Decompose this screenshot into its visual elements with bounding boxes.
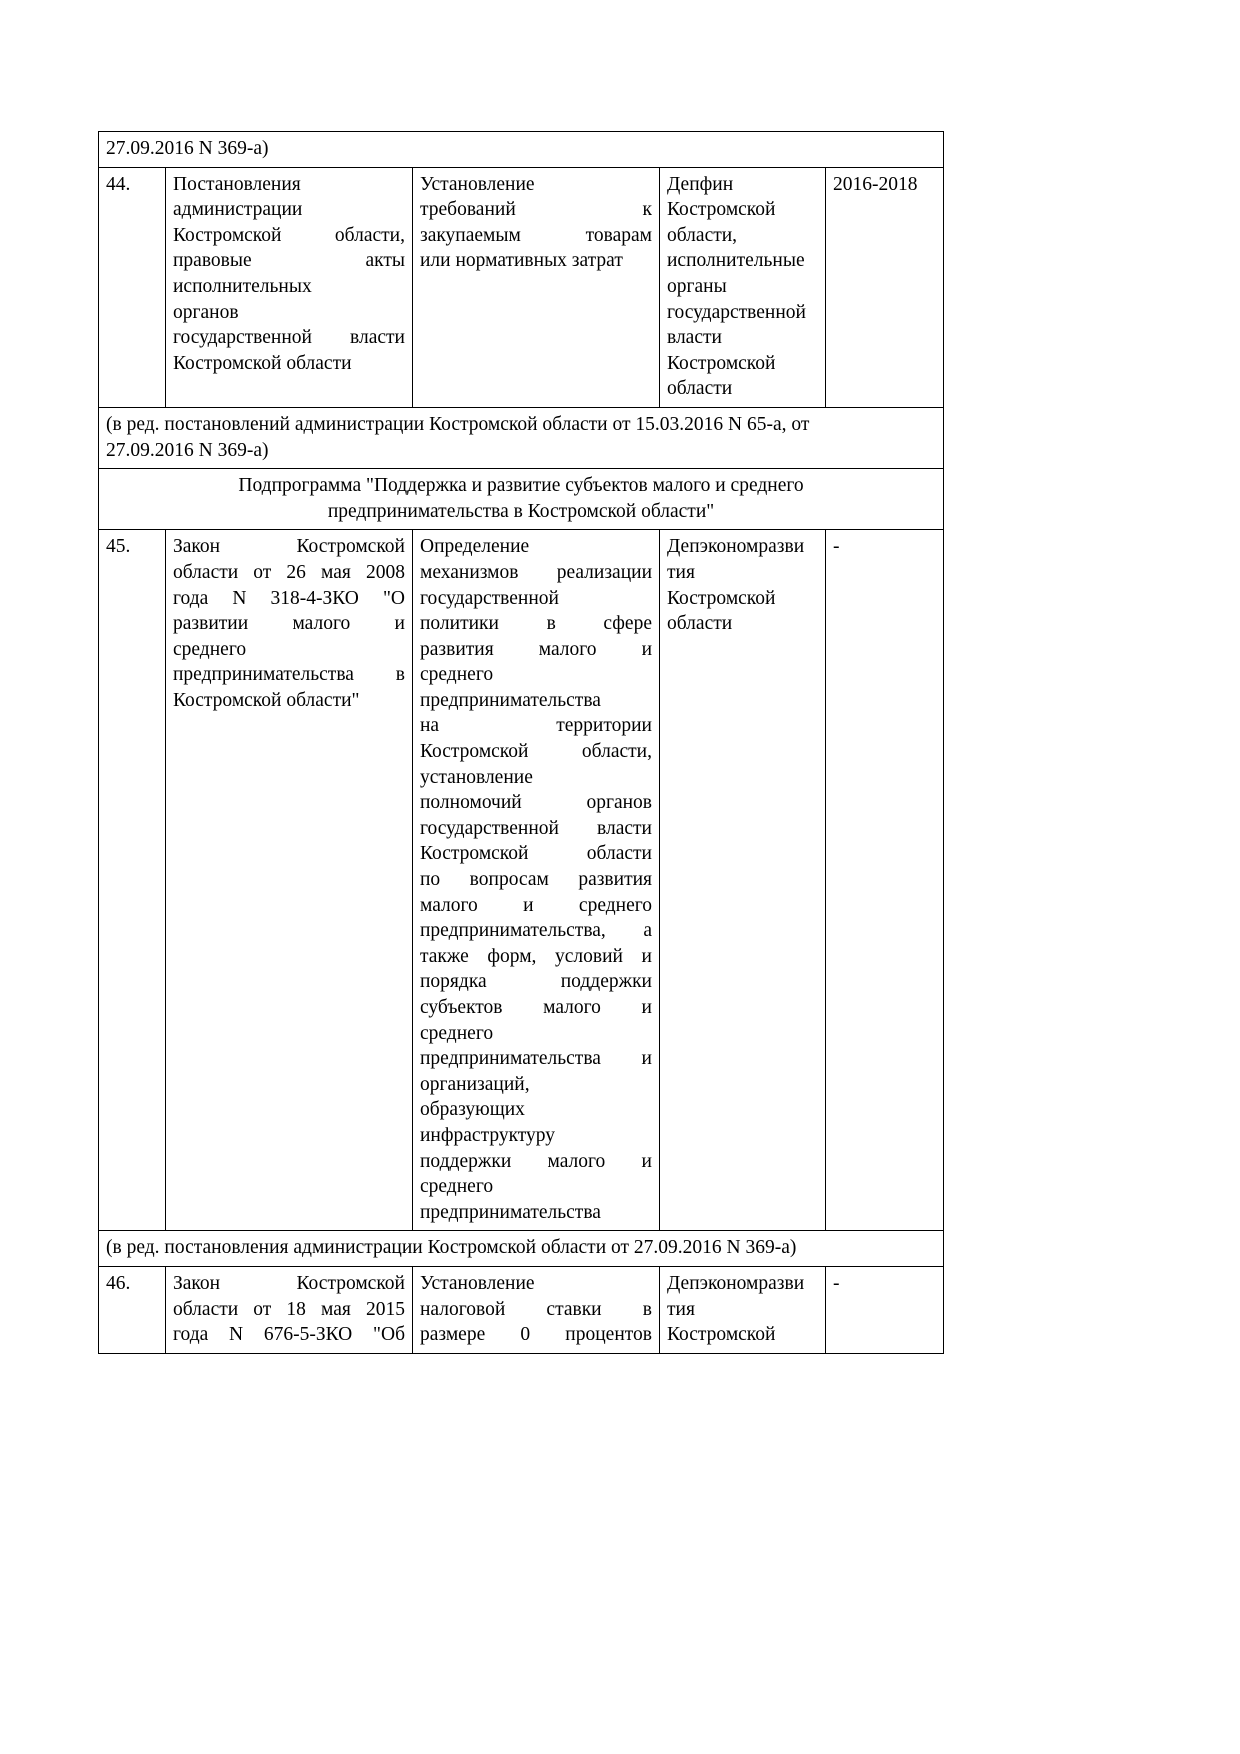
org-line: Костромской xyxy=(667,587,776,609)
desc-line: политики в сфере xyxy=(420,613,652,635)
subprogram-heading xyxy=(99,469,944,530)
doc-line: органов xyxy=(173,301,239,323)
desc-line: механизмов реализации xyxy=(420,561,652,583)
desc-line: организаций, xyxy=(420,1073,530,1095)
desc-line: Костромской области xyxy=(420,843,652,865)
table-row-continuation xyxy=(99,132,944,168)
row-document xyxy=(166,530,413,1231)
doc-line: Постановления xyxy=(173,173,301,195)
row-description xyxy=(413,167,660,407)
doc-line: области от 26 мая 2008 xyxy=(173,561,405,583)
desc-line: малого и среднего xyxy=(420,894,652,916)
row-year: 2016-2018 xyxy=(826,167,944,407)
desc-line: инфраструктуру xyxy=(420,1124,556,1146)
row-organization xyxy=(660,167,826,407)
doc-line: Закон Костромской xyxy=(173,1272,405,1294)
org-line: органы xyxy=(667,275,727,297)
row-year: - xyxy=(826,1266,944,1353)
doc-line: Костромской области xyxy=(173,352,352,374)
amendment-note-line: (в ред. постановлений администрации Костромской области от 15.03.2016 N 65-а, от xyxy=(106,413,810,435)
subprogram-heading-line: предпринимательства в Костромской области" xyxy=(327,500,715,522)
org-line: власти xyxy=(667,327,722,349)
desc-line: требований к xyxy=(420,199,652,221)
amendment-note xyxy=(99,1231,944,1267)
desc-line: полномочий органов xyxy=(420,792,652,814)
desc-line: Установление xyxy=(420,1272,535,1294)
org-line: исполнительные xyxy=(667,250,805,272)
amendment-note-line: 27.09.2016 N 369-а) xyxy=(106,439,269,461)
doc-line: администрации xyxy=(173,199,303,221)
amendment-note-line: (в ред. постановления администрации Костромской области от 27.09.2016 N 369-а) xyxy=(106,1237,797,1259)
org-line: государственной xyxy=(667,301,806,323)
desc-line: или нормативных затрат xyxy=(420,250,623,272)
desc-line: среднего xyxy=(420,1022,494,1044)
desc-line: субъектов малого и xyxy=(420,997,652,1018)
row-document xyxy=(166,1266,413,1353)
table-row xyxy=(99,167,944,407)
row-organization xyxy=(660,530,826,1231)
doc-line: Закон Костромской xyxy=(173,536,405,558)
desc-line: Костромской области, xyxy=(420,741,652,763)
continuation-note-line: 27.09.2016 N 369-а) xyxy=(106,138,269,159)
desc-line: также форм, условий и xyxy=(420,945,652,967)
subprogram-heading-line: Подпрограмма "Поддержка и развитие субъектов малого и среднего xyxy=(238,475,804,497)
org-line: Депэкономразви xyxy=(667,536,805,558)
doc-line: правовые акты xyxy=(173,250,405,272)
doc-line: Костромской области, xyxy=(173,224,405,246)
row-description xyxy=(413,530,660,1231)
desc-line: развития малого и xyxy=(420,638,652,660)
desc-line: среднего xyxy=(420,1176,494,1198)
doc-line: предпринимательства в xyxy=(173,664,405,686)
desc-line: государственной xyxy=(420,587,559,609)
doc-line: государственной власти xyxy=(173,327,405,349)
row-description xyxy=(413,1266,660,1353)
desc-line: установление xyxy=(420,766,533,788)
doc-line: среднего xyxy=(173,638,247,660)
desc-line: среднего xyxy=(420,664,494,686)
doc-line: области от 18 мая 2015 xyxy=(173,1298,405,1320)
desc-line: государственной власти xyxy=(420,817,652,839)
desc-line: предпринимательства xyxy=(420,1201,601,1223)
desc-line: по вопросам развития xyxy=(420,869,652,891)
desc-line: размере 0 процентов xyxy=(420,1324,652,1346)
doc-line: исполнительных xyxy=(173,275,312,297)
org-line: Костромской xyxy=(667,1324,776,1346)
org-line: Депэкономразви xyxy=(667,1272,805,1294)
legal-acts-table xyxy=(98,131,944,1354)
row-number: 44. xyxy=(99,167,166,407)
desc-line: поддержки малого и xyxy=(420,1150,652,1172)
row-organization xyxy=(660,1266,826,1353)
doc-line: Костромской области" xyxy=(173,689,360,711)
table-row-note xyxy=(99,1231,944,1267)
table-row-note xyxy=(99,407,944,468)
desc-line: образующих xyxy=(420,1099,525,1121)
table-row-subheading xyxy=(99,469,944,530)
row-number: 45. xyxy=(99,530,166,1231)
org-line: области, xyxy=(667,224,738,246)
table-row xyxy=(99,1266,944,1353)
org-line: Костромской xyxy=(667,352,776,374)
org-line: Костромской xyxy=(667,199,776,221)
desc-line: закупаемым товарам xyxy=(420,224,652,246)
row-year: - xyxy=(826,530,944,1231)
table-row xyxy=(99,530,944,1231)
org-line: тия xyxy=(667,561,695,583)
org-line: области xyxy=(667,613,733,635)
org-line: тия xyxy=(667,1298,695,1320)
desc-line: предпринимательства и xyxy=(420,1048,652,1070)
desc-line: предпринимательства, а xyxy=(420,920,652,942)
desc-line: предпринимательства xyxy=(420,689,601,711)
row-number: 46. xyxy=(99,1266,166,1353)
desc-line: порядка поддержки xyxy=(420,971,652,993)
org-line: Депфин xyxy=(667,173,734,195)
org-line: области xyxy=(667,378,733,400)
desc-line: Определение xyxy=(420,536,530,558)
doc-line: развитии малого и xyxy=(173,613,405,635)
desc-line: Установление xyxy=(420,173,535,195)
continuation-note xyxy=(99,132,944,168)
doc-line: года N 676-5-ЗКО "Об xyxy=(173,1324,405,1346)
amendment-note xyxy=(99,407,944,468)
desc-line: на территории xyxy=(420,715,652,737)
row-document xyxy=(166,167,413,407)
doc-line: года N 318-4-ЗКО "О xyxy=(173,587,405,609)
desc-line: налоговой ставки в xyxy=(420,1298,652,1320)
